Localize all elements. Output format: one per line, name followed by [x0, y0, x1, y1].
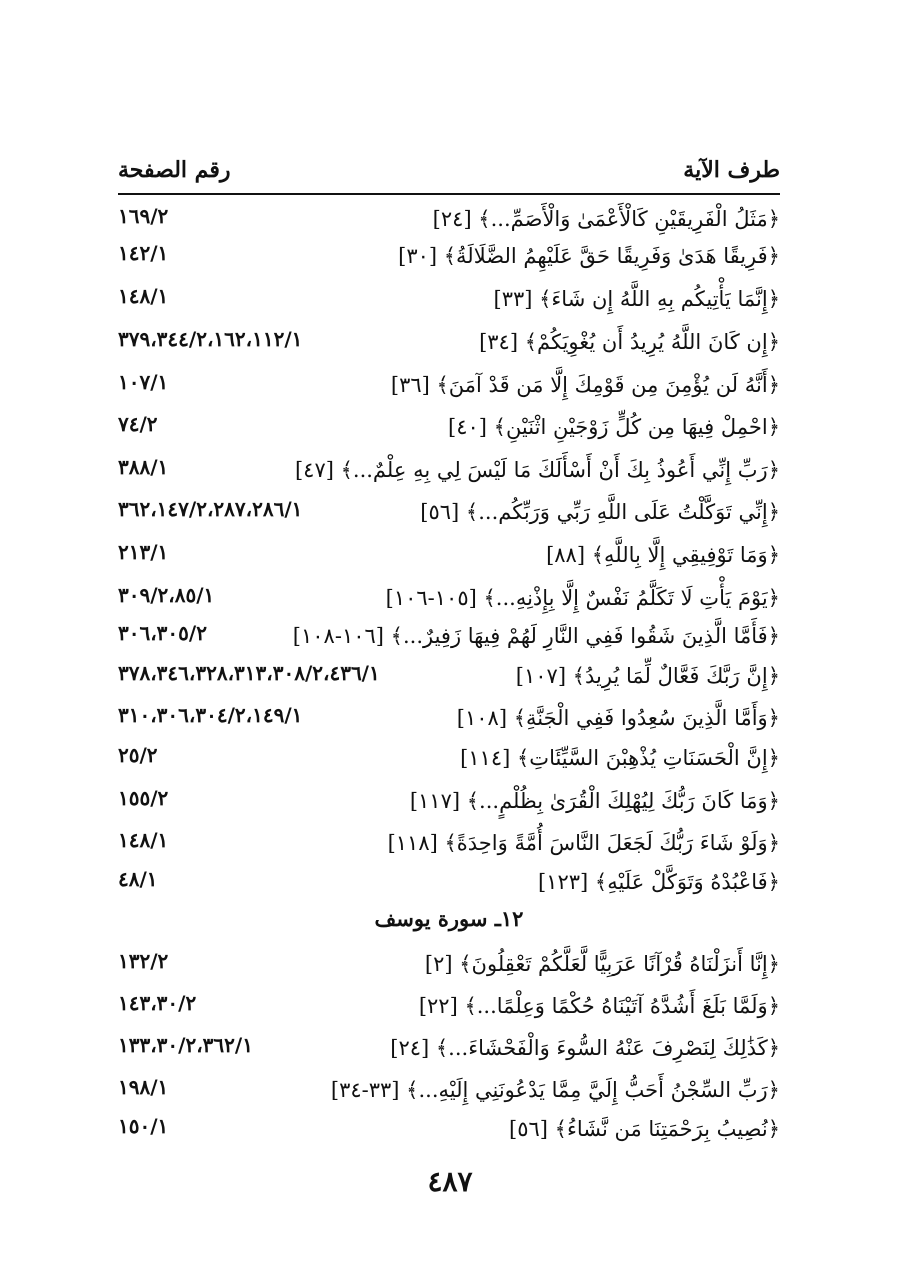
table-header: [118, 155, 780, 195]
ayah-excerpt: ﴿إِنِّي تَوَكَّلْتُ عَلَى اللَّهِ رَبِّي وَرَبِّكُم...﴾ [٥٦]: [420, 500, 780, 524]
ayah-excerpt: ﴿وَلَمَّا بَلَغَ أَشُدَّهُ آتَيْنَاهُ حُكْمًا وَعِلْمًا...﴾ [٢٢]: [418, 994, 780, 1018]
ayah-excerpt: ﴿يَوْمَ يَأْتِ لَا تَكَلَّمُ نَفْسٌ إِلَّا بِإِذْنِهِ...﴾ [١٠٥-١٠٦]: [385, 586, 780, 610]
page-references: ١٥٥/٢: [118, 786, 169, 810]
page-references: ١٤٢/١: [118, 241, 169, 265]
page-references: ٣٨٨/١: [118, 455, 169, 479]
page-references: ٤٨/١: [118, 867, 158, 891]
ayah-excerpt: ﴿نُصِيبُ بِرَحْمَتِنَا مَن نَّشَاءُ﴾ [٥٦]: [509, 1117, 780, 1141]
index-row: [118, 539, 780, 575]
index-row: [118, 990, 780, 1026]
ayah-excerpt: ﴿إِنَّ رَبَّكَ فَعَّالٌ لِّمَا يُرِيدُ﴾ [١٠٧]: [515, 664, 780, 688]
page-references: ١٣٣،٣٠/٢،٣٦٢/١: [118, 1033, 253, 1057]
page-references: ١٣٢/٢: [118, 949, 169, 973]
ayah-excerpt: ﴿أَنَّهُ لَن يُؤْمِنَ مِن قَوْمِكَ إِلَّا مَن قَدْ آمَنَ﴾ [٣٦]: [390, 373, 780, 397]
ayah-excerpt: ﴿وَمَا كَانَ رَبُّكَ لِيُهْلِكَ الْقُرَىٰ بِظُلْمٍ...﴾ [١١٧]: [409, 789, 780, 813]
ayah-excerpt: ﴿وَأَمَّا الَّذِينَ سُعِدُوا فَفِي الْجَنَّةِ﴾ [١٠٨]: [456, 706, 780, 730]
page-references: ٧٤/٢: [118, 412, 158, 436]
index-row: [118, 702, 780, 738]
page-references: ٣١٠،٣٠٦،٣٠٤/٢،١٤٩/١: [118, 703, 303, 727]
index-row: [118, 742, 780, 778]
page-references: ١٤٣،٣٠/٢: [118, 991, 197, 1015]
ayah-column-heading: طرف الآية: [683, 157, 780, 183]
index-row: [118, 1113, 780, 1149]
ayah-excerpt: ﴿وَمَا تَوْفِيقِي إِلَّا بِاللَّهِ﴾ [٨٨]: [546, 543, 780, 567]
index-row: [118, 785, 780, 821]
page-references: ١٤٨/١: [118, 828, 169, 852]
page-references: ١٠٧/١: [118, 370, 169, 394]
index-row: [118, 203, 780, 239]
index-row: [118, 240, 780, 276]
ayah-excerpt: ﴿فَاعْبُدْهُ وَتَوَكَّلْ عَلَيْهِ﴾ [١٢٣]: [537, 870, 780, 894]
index-row: [118, 582, 780, 618]
page-column-heading: رقم الصفحة: [118, 157, 231, 183]
ayah-excerpt: ﴿إِنَّا أَنزَلْنَاهُ قُرْآنًا عَرَبِيًّا لَّعَلَّكُمْ تَعْقِلُونَ﴾ [٢]: [424, 952, 780, 976]
index-row: [118, 620, 780, 656]
index-row: [118, 827, 780, 863]
page-references: ٣٧٨،٣٤٦،٣٢٨،٣١٣،٣٠٨/٢،٤٣٦/١: [118, 661, 380, 685]
page-references: ٣٦٢،١٤٧/٢،٢٨٧،٢٨٦/١: [118, 497, 303, 521]
index-row: [118, 411, 780, 447]
page-references: ٣٠٦،٣٠٥/٢: [118, 621, 207, 645]
surah-heading: ١٢ـ سورة يوسف: [374, 906, 524, 931]
ayah-excerpt: ﴿كَذَٰلِكَ لِنَصْرِفَ عَنْهُ السُّوءَ وَالْفَحْشَاءَ...﴾ [٢٤]: [390, 1036, 780, 1060]
ayah-excerpt: ﴿إِنَّمَا يَأْتِيكُم بِهِ اللَّهُ إِن شَاءَ﴾ [٣٣]: [493, 287, 780, 311]
ayah-excerpt: ﴿فَرِيقًا هَدَىٰ وَفَرِيقًا حَقَّ عَلَيْهِمُ الضَّلَالَةُ﴾ [٣٠]: [398, 244, 780, 268]
ayah-excerpt: ﴿رَبِّ السِّجْنُ أَحَبُّ إِلَيَّ مِمَّا يَدْعُونَنِي إِلَيْهِ...﴾ [٣٣-٣٤]: [330, 1078, 780, 1102]
page-references: ٢٥/٢: [118, 743, 158, 767]
index-row: [118, 283, 780, 319]
page-references: ١٦٩/٢: [118, 204, 169, 228]
page-references: ٢١٣/١: [118, 540, 169, 564]
page-references: ١٥٠/١: [118, 1114, 169, 1138]
index-row: [118, 454, 780, 490]
index-row: [118, 1032, 780, 1068]
page-references: ١٩٨/١: [118, 1075, 169, 1099]
index-row: [118, 866, 780, 902]
ayah-excerpt: ﴿رَبِّ إِنِّي أَعُوذُ بِكَ أَنْ أَسْأَلَكَ مَا لَيْسَ لِي بِهِ عِلْمٌ...﴾ [٤٧]: [294, 458, 780, 482]
page-references: ٣٠٩/٢،٨٥/١: [118, 583, 215, 607]
ayah-excerpt: ﴿احْمِلْ فِيهَا مِن كُلٍّ زَوْجَيْنِ اثْنَيْنِ﴾ [٤٠]: [448, 415, 780, 439]
ayah-excerpt: ﴿وَلَوْ شَاءَ رَبُّكَ لَجَعَلَ النَّاسَ أُمَّةً وَاحِدَةً﴾ [١١٨]: [387, 831, 780, 855]
index-row: [118, 948, 780, 984]
index-row: [118, 369, 780, 405]
ayah-excerpt: ﴿إِن كَانَ اللَّهُ يُرِيدُ أَن يُغْوِيَكُمْ﴾ [٣٤]: [479, 330, 780, 354]
ayah-excerpt: ﴿فَأَمَّا الَّذِينَ شَقُوا فَفِي النَّارِ لَهُمْ فِيهَا زَفِيرٌ...﴾ [١٠٦-١٠٨]: [292, 624, 780, 648]
page-references: ١٤٨/١: [118, 284, 169, 308]
index-row: [118, 496, 780, 532]
page-number: ٤٨٧: [427, 1165, 473, 1198]
ayah-excerpt: ﴿مَثَلُ الْفَرِيقَيْنِ كَالْأَعْمَىٰ وَالْأَصَمِّ...﴾ [٢٤]: [432, 207, 780, 231]
index-row: [118, 660, 780, 696]
ayah-excerpt: ﴿إِنَّ الْحَسَنَاتِ يُذْهِبْنَ السَّيِّئَاتِ﴾ [١١٤]: [460, 746, 780, 770]
page-references: ٣٧٩،٣٤٤/٢،١٦٢،١١٢/١: [118, 327, 303, 351]
index-row: [118, 326, 780, 362]
index-row: [118, 1074, 780, 1110]
